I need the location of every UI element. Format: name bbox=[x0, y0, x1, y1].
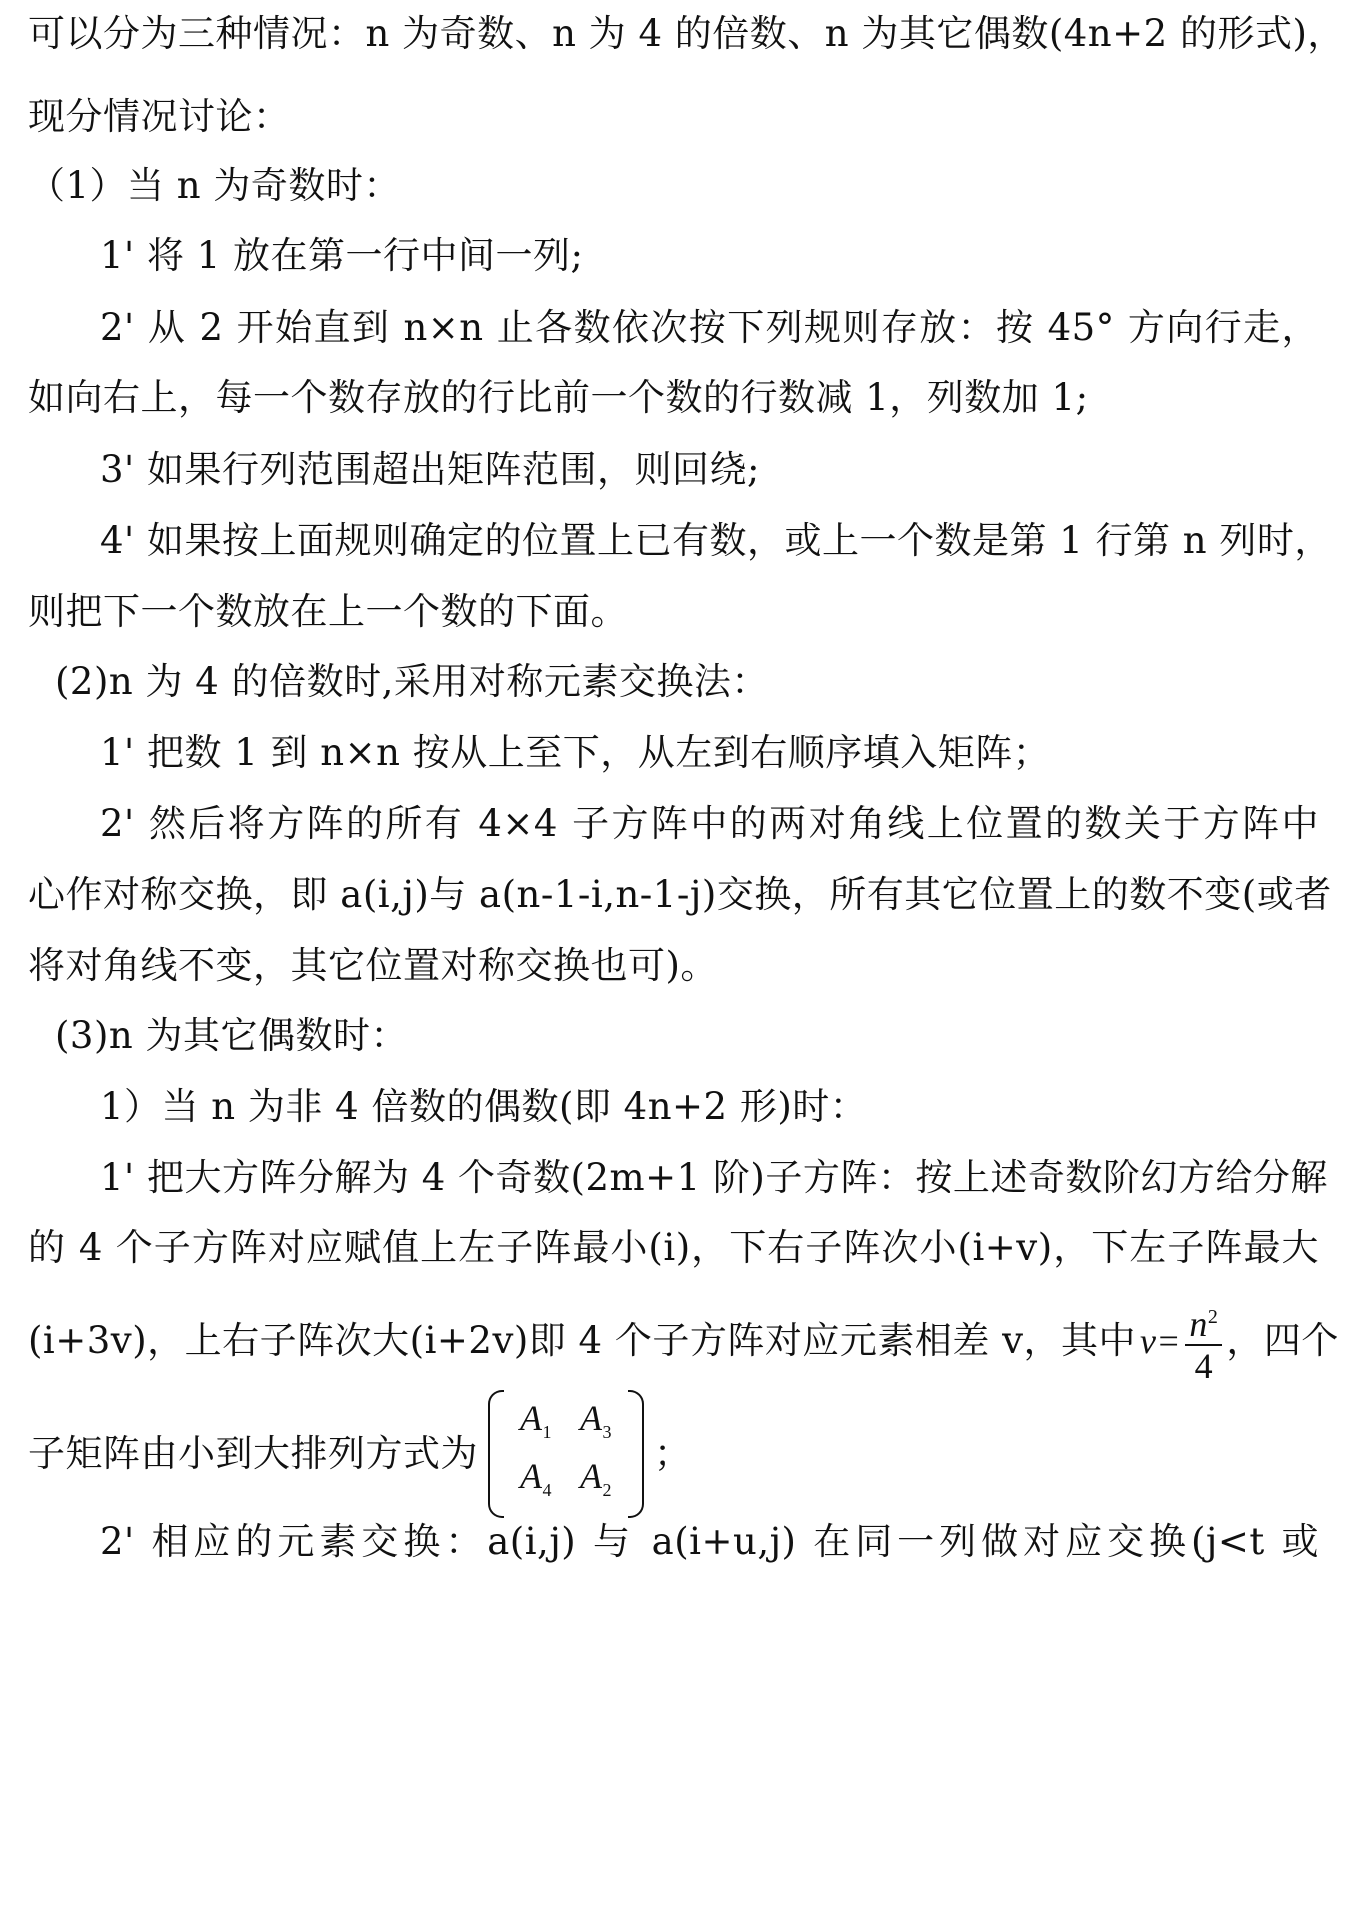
text-line-2: 现分情况讨论： bbox=[28, 95, 291, 138]
text-line-19 bbox=[28, 1296, 1339, 1386]
text-line-11: 1' 把数 1 到 n×n 按从上至下，从左到右顺序填入矩阵； bbox=[100, 731, 1051, 774]
text-line-20-end: ； bbox=[654, 1432, 692, 1475]
matrix-right-paren bbox=[628, 1390, 644, 1518]
text-line-15: (3)n 为其它偶数时： bbox=[55, 1014, 409, 1057]
text-line-4: 1' 将 1 放在第一行中间一列; bbox=[100, 234, 584, 277]
matrix-cell-a1: $A_1$ bbox=[520, 1397, 552, 1442]
text-line-5: 2' 从 2 开始直到 n×n 止各数依次按下列规则存放：按 45° 方向行走， bbox=[100, 306, 1319, 349]
text-line-7: 3' 如果行列范围超出矩阵范围，则回绕; bbox=[100, 448, 760, 491]
text-line-20 bbox=[28, 1397, 1319, 1504]
formula-variable: v bbox=[1140, 1321, 1157, 1361]
matrix-left-paren bbox=[488, 1390, 504, 1518]
formula-equals: = bbox=[1158, 1321, 1180, 1361]
formula-numerator: $n^2$ bbox=[1185, 1297, 1222, 1346]
formula-exponent: 2 bbox=[1207, 1305, 1219, 1328]
matrix-cell-a2: $A_2$ bbox=[580, 1456, 612, 1501]
text-line-14: 将对角线不变，其它位置对称交换也可)。 bbox=[28, 944, 718, 987]
text-line-12: 2' 然后将方阵的所有 4×4 子方阵中的两对角线上位置的数关于方阵中 bbox=[100, 802, 1319, 845]
text-line-10: (2)n 为 4 的倍数时,采用对称元素交换法： bbox=[55, 660, 769, 703]
matrix-cell-a4: $A_4$ bbox=[520, 1456, 552, 1501]
text-line-20-start: 子矩阵由小到大排列方式为 bbox=[28, 1432, 478, 1475]
text-line-19-end: ，四个 bbox=[1226, 1319, 1339, 1362]
text-line-17: 1' 把大方阵分解为 4 个奇数(2m+1 阶)子方阵：按上述奇数阶幻方给分解 bbox=[100, 1156, 1328, 1199]
text-line-3: （1）当 n 为奇数时： bbox=[28, 164, 401, 207]
text-line-21: 2' 相应的元素交换：a(i,j) 与 a(i+u,j) 在同一列做对应交换(j<t 或 bbox=[100, 1520, 1319, 1563]
text-line-19-start: (i+3v)，上右子阵次大(i+2v)即 4 个子方阵对应元素相差 v，其中 bbox=[28, 1319, 1137, 1362]
submatrix-arrangement bbox=[488, 1396, 644, 1512]
text-line-18: 的 4 个子方阵对应赋值上左子阵最小(i)，下右子阵次小(i+v)，下左子阵最大 bbox=[28, 1226, 1319, 1269]
text-line-1: 可以分为三种情况：n 为奇数、n 为 4 的倍数、n 为其它偶数(4n+2 的形式)， bbox=[28, 12, 1345, 55]
formula-denominator: 4 bbox=[1194, 1345, 1214, 1386]
text-line-9: 则把下一个数放在上一个数的下面。 bbox=[28, 590, 628, 633]
text-line-13: 心作对称交换，即 a(i,j)与 a(n-1-i,n-1-j)交换，所有其它位置上的数不变(或者 bbox=[28, 873, 1332, 916]
formula-fraction bbox=[1185, 1297, 1222, 1386]
matrix-cell-a3: $A_3$ bbox=[580, 1397, 612, 1442]
text-line-8: 4' 如果按上面规则确定的位置上已有数，或上一个数是第 1 行第 n 列时， bbox=[100, 519, 1332, 562]
text-line-16: 1）当 n 为非 4 倍数的偶数(即 4n+2 形)时： bbox=[100, 1085, 868, 1128]
text-line-6: 如向右上，每一个数存放的行比前一个数的行数减 1，列数加 1; bbox=[28, 376, 1089, 419]
